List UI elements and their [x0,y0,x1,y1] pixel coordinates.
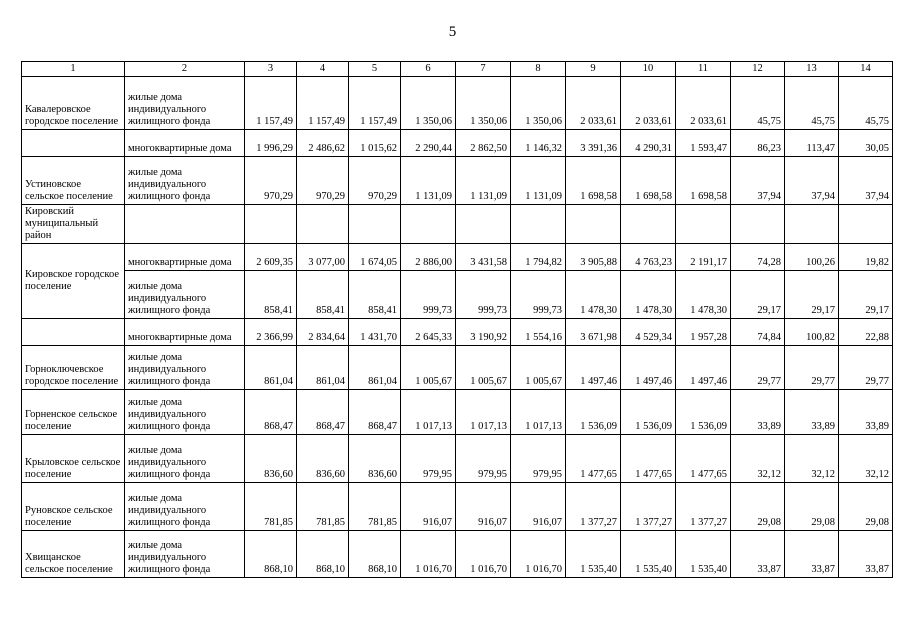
value-cell: 1 017,13 [456,390,511,435]
value-cell: 2 645,33 [401,319,456,346]
value-cell: 979,95 [511,435,566,483]
value-cell: 1 016,70 [401,531,456,578]
value-cell: 29,77 [785,346,839,390]
value-cell: 1 535,40 [566,531,621,578]
value-cell [401,205,456,244]
settlement-cell [22,319,125,346]
housing-type-cell [125,205,245,244]
value-cell: 1 157,49 [245,77,297,130]
value-cell: 2 033,61 [621,77,676,130]
value-cell: 2 033,61 [676,77,731,130]
value-cell: 781,85 [297,483,349,531]
value-cell [621,205,676,244]
table-row [22,77,893,130]
value-cell: 1 016,70 [511,531,566,578]
value-cell: 858,41 [349,271,401,319]
value-cell: 1 535,40 [621,531,676,578]
value-cell: 4 529,34 [621,319,676,346]
value-cell: 2 366,99 [245,319,297,346]
value-cell [566,205,621,244]
value-cell: 29,08 [839,483,893,531]
housing-type-cell: жилые дома индивидуального жилищного фонда [125,271,245,319]
district-cell: Кировский муниципальный район [22,205,125,244]
value-cell: 1 497,46 [621,346,676,390]
table-row [22,319,893,346]
value-cell [839,205,893,244]
value-cell: 916,07 [456,483,511,531]
value-cell: 1 131,09 [456,157,511,205]
settlement-cell: Руновское сельское поселение [22,483,125,531]
value-cell: 2 886,00 [401,244,456,271]
value-cell: 1 478,30 [621,271,676,319]
value-cell: 1 996,29 [245,130,297,157]
value-cell: 33,89 [839,390,893,435]
housing-type-cell: жилые дома индивидуального жилищного фонда [125,390,245,435]
value-cell: 861,04 [297,346,349,390]
value-cell: 29,17 [785,271,839,319]
value-cell: 1 593,47 [676,130,731,157]
value-cell: 29,08 [731,483,785,531]
value-cell [676,205,731,244]
column-header: 13 [785,62,839,77]
value-cell [245,205,297,244]
value-cell: 1 478,30 [676,271,731,319]
value-cell: 999,73 [401,271,456,319]
table-row [22,390,893,435]
value-cell: 33,89 [731,390,785,435]
settlement-cell: Устиновское сельское поселение [22,157,125,205]
value-cell: 916,07 [511,483,566,531]
value-cell: 19,82 [839,244,893,271]
value-cell: 1 131,09 [401,157,456,205]
value-cell [731,205,785,244]
value-cell: 32,12 [785,435,839,483]
value-cell [456,205,511,244]
value-cell: 1 698,58 [676,157,731,205]
value-cell: 1 377,27 [566,483,621,531]
value-cell: 33,87 [839,531,893,578]
value-cell: 1 698,58 [566,157,621,205]
housing-type-cell: жилые дома индивидуального жилищного фонда [125,77,245,130]
value-cell: 836,60 [297,435,349,483]
housing-type-cell: жилые дома индивидуального жилищного фонда [125,483,245,531]
value-cell: 29,17 [731,271,785,319]
table-row [22,157,893,205]
value-cell: 3 190,92 [456,319,511,346]
value-cell: 45,75 [731,77,785,130]
value-cell: 2 862,50 [456,130,511,157]
housing-type-cell: многоквартирные дома [125,130,245,157]
value-cell: 1 698,58 [621,157,676,205]
value-cell: 1 017,13 [511,390,566,435]
table-row [22,435,893,483]
value-cell: 868,47 [245,390,297,435]
value-cell: 868,10 [245,531,297,578]
page-number: 5 [448,24,457,40]
value-cell: 916,07 [401,483,456,531]
column-header: 3 [245,62,297,77]
value-cell: 86,23 [731,130,785,157]
value-cell: 1 005,67 [401,346,456,390]
value-cell: 1 477,65 [676,435,731,483]
housing-type-cell: многоквартирные дома [125,319,245,346]
value-cell: 3 431,58 [456,244,511,271]
settlement-cell: Крыловское сельское поселение [22,435,125,483]
value-cell [511,205,566,244]
value-cell: 836,60 [245,435,297,483]
value-cell: 33,87 [731,531,785,578]
value-cell [297,205,349,244]
value-cell: 999,73 [456,271,511,319]
value-cell: 861,04 [349,346,401,390]
value-cell: 29,77 [731,346,785,390]
value-cell: 1 157,49 [297,77,349,130]
value-cell: 29,08 [785,483,839,531]
table-row [22,483,893,531]
settlement-cell: Горненское сельское поселение [22,390,125,435]
tariff-table [21,61,893,578]
value-cell: 3 905,88 [566,244,621,271]
value-cell: 1 478,30 [566,271,621,319]
value-cell: 1 794,82 [511,244,566,271]
housing-type-cell: жилые дома индивидуального жилищного фонда [125,346,245,390]
value-cell: 3 077,00 [297,244,349,271]
column-header: 14 [839,62,893,77]
value-cell: 4 290,31 [621,130,676,157]
value-cell: 1 477,65 [621,435,676,483]
value-cell: 1 497,46 [676,346,731,390]
value-cell: 979,95 [456,435,511,483]
value-cell: 29,17 [839,271,893,319]
value-cell: 37,94 [731,157,785,205]
value-cell: 1 477,65 [566,435,621,483]
column-header: 1 [22,62,125,77]
value-cell: 868,10 [349,531,401,578]
value-cell: 1 536,09 [566,390,621,435]
value-cell: 979,95 [401,435,456,483]
column-header: 12 [731,62,785,77]
value-cell: 970,29 [245,157,297,205]
value-cell: 3 671,98 [566,319,621,346]
settlement-cell: Кавалеровское городское поселение [22,77,125,130]
value-cell: 1 350,06 [401,77,456,130]
value-cell: 2 191,17 [676,244,731,271]
value-cell: 1 535,40 [676,531,731,578]
table-row [22,130,893,157]
value-cell: 1 536,09 [676,390,731,435]
settlement-cell [22,130,125,157]
value-cell: 1 431,70 [349,319,401,346]
value-cell: 1 377,27 [621,483,676,531]
settlement-cell: Кировское городское поселение [22,244,125,319]
housing-type-cell: многоквартирные дома [125,244,245,271]
settlement-cell: Хвищанское сельское поселение [22,531,125,578]
value-cell: 781,85 [349,483,401,531]
value-cell: 1 536,09 [621,390,676,435]
value-cell: 1 497,46 [566,346,621,390]
column-header: 4 [297,62,349,77]
value-cell: 2 486,62 [297,130,349,157]
value-cell: 868,47 [297,390,349,435]
column-header: 2 [125,62,245,77]
value-cell: 1 005,67 [511,346,566,390]
column-header: 10 [621,62,676,77]
column-header: 11 [676,62,731,77]
column-header: 6 [401,62,456,77]
value-cell: 4 763,23 [621,244,676,271]
value-cell: 1 015,62 [349,130,401,157]
value-cell: 1 016,70 [456,531,511,578]
column-header: 5 [349,62,401,77]
value-cell: 30,05 [839,130,893,157]
value-cell: 970,29 [297,157,349,205]
value-cell: 33,89 [785,390,839,435]
value-cell: 1 146,32 [511,130,566,157]
value-cell: 32,12 [839,435,893,483]
value-cell: 37,94 [785,157,839,205]
value-cell: 3 391,36 [566,130,621,157]
table-row [22,244,893,271]
housing-type-cell: жилые дома индивидуального жилищного фонда [125,157,245,205]
value-cell: 100,26 [785,244,839,271]
value-cell [349,205,401,244]
value-cell: 858,41 [297,271,349,319]
value-cell: 836,60 [349,435,401,483]
value-cell: 74,28 [731,244,785,271]
value-cell: 1 017,13 [401,390,456,435]
value-cell: 861,04 [245,346,297,390]
value-cell: 32,12 [731,435,785,483]
value-cell: 1 674,05 [349,244,401,271]
value-cell: 1 377,27 [676,483,731,531]
value-cell: 2 033,61 [566,77,621,130]
value-cell: 999,73 [511,271,566,319]
value-cell: 1 554,16 [511,319,566,346]
column-header: 7 [456,62,511,77]
table-row [22,346,893,390]
value-cell: 2 609,35 [245,244,297,271]
column-number-row [22,62,893,77]
value-cell: 2 290,44 [401,130,456,157]
value-cell: 1 157,49 [349,77,401,130]
value-cell: 868,10 [297,531,349,578]
value-cell: 113,47 [785,130,839,157]
value-cell: 100,82 [785,319,839,346]
value-cell: 868,47 [349,390,401,435]
column-header: 9 [566,62,621,77]
value-cell: 1 005,67 [456,346,511,390]
value-cell: 1 957,28 [676,319,731,346]
value-cell: 781,85 [245,483,297,531]
value-cell: 45,75 [839,77,893,130]
column-header: 8 [511,62,566,77]
table-row [22,205,893,244]
value-cell: 1 350,06 [511,77,566,130]
value-cell: 29,77 [839,346,893,390]
housing-type-cell: жилые дома индивидуального жилищного фонда [125,435,245,483]
housing-type-cell: жилые дома индивидуального жилищного фонда [125,531,245,578]
value-cell [785,205,839,244]
value-cell: 2 834,64 [297,319,349,346]
value-cell: 970,29 [349,157,401,205]
value-cell: 37,94 [839,157,893,205]
table-row [22,531,893,578]
settlement-cell: Горноключевское городское поселение [22,346,125,390]
table-row [22,271,893,319]
value-cell: 45,75 [785,77,839,130]
value-cell: 1 131,09 [511,157,566,205]
value-cell: 22,88 [839,319,893,346]
value-cell: 858,41 [245,271,297,319]
value-cell: 1 350,06 [456,77,511,130]
value-cell: 74,84 [731,319,785,346]
value-cell: 33,87 [785,531,839,578]
